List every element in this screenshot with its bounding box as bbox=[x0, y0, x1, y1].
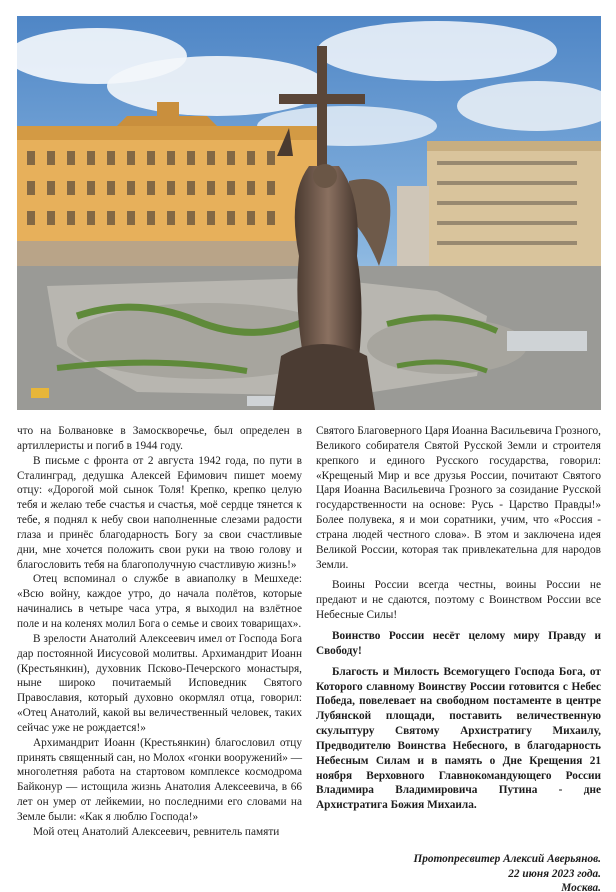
paragraph: что на Болвановке в Замоскворечье, был определен в артиллеристы и погиб в 1944 году. bbox=[17, 425, 302, 452]
paragraph: Святого Благоверного Царя Иоанна Васильевича Грозного, Великого собирателя Святой Русской Земли и строителя крепкого и единого Русского государства, говорил: «Крещеный Мир и все друзья России, почитают Святого Царя Иоанна Васильевича Грозного за созидание Русской государственности на основе: Русь - Царство Правды!» Более полувека, я и мои соратники, учим, что «Россия - страна людей честного слова». В этом и заключена идея Великой России, которая так привлекательна для народов Земли. bbox=[316, 425, 601, 571]
article-right-column bbox=[316, 424, 601, 813]
signature-block bbox=[331, 852, 601, 892]
bold-paragraph: Благость и Милость Всемогущего Господа Бога, от Которого славному Воинству России готовится с Небес Победа, повелевает на свободном постаменте в центре Лубянской площади, поставить величественную скульптуру Святому Архистратигу Михаилу, Предводителю Воинства Небесного, в благодарность Небесным Силам и в память о Дне Крещения 21 ноября Верховного Главнокомандующего России Владимира Владимировича Путина - дне Архистратига Божия Михаила. bbox=[316, 665, 601, 812]
article-left-column bbox=[17, 424, 302, 840]
signature-author: Протопресвитер Алексий Аверьянов. bbox=[413, 853, 601, 865]
signature-place: Москва. bbox=[561, 882, 601, 892]
paragraph: Архимандрит Иоанн (Крестьянкин) благословил отцу принять священный сан, но Молох «гонки вооружений» — многолетняя работа на стартовом комплексе космодрома Байконур — истощила жизнь Анатолия Алексеевича, в 66 лет он умер от лейкемии, но последними его словами на Земле были: «Как я люблю Господа!» bbox=[17, 736, 302, 823]
bold-paragraph: Воинство России несёт целому миру Правду и Свободу! bbox=[316, 629, 601, 657]
lubyanka-square-angel-photo bbox=[17, 16, 601, 410]
paragraph: Мой отец Анатолий Алексеевич, ревнитель памяти bbox=[33, 825, 280, 838]
paragraph: В зрелости Анатолий Алексеевич имел от Господа Бога дар постоянной Иисусовой молитвы. Архимандрит Иоанн (Крестьянкин), духовник Псково-Печерского монастыря, ныне широко почитаемый Исповедник Святого Православия, который духовно окормлял отца, говорил: «Отец Анатолий, какой вы величественный человек, таких сейчас уже не рождается!» bbox=[17, 632, 302, 734]
paragraph: В письме с фронта от 2 августа 1942 года, по пути в Сталинград, дедушка Алексей Ефимович пишет моему отцу: «Дорогой мой сынок Толя! Крепко, крепко целую тебя и желаю тебе счастья и счастья, моё сердце тянется к тебе, я поднял к небу свои наполненные слезами радости глаза и принёс благодарность Богу за свои счастливые дни, мне хочется положить свои руки на твою голову и благословить тебя на благополучную счастливую жизнь!» bbox=[17, 454, 302, 571]
paragraph: Воины России всегда честны, воины России не предают и не сдаются, поэтому с Воинством России все Небесные Силы! bbox=[316, 579, 601, 622]
paragraph: Отец вспоминал о службе в авиаполку в Мешхеде: «Всю войну, каждое утро, до начала полётов, которые начинались в четыре часа утра, я выходил на взлётное поле и на коленях молил Бога о семье и своих товарищах». bbox=[17, 573, 302, 630]
signature-date: 22 июня 2023 года. bbox=[508, 867, 601, 880]
